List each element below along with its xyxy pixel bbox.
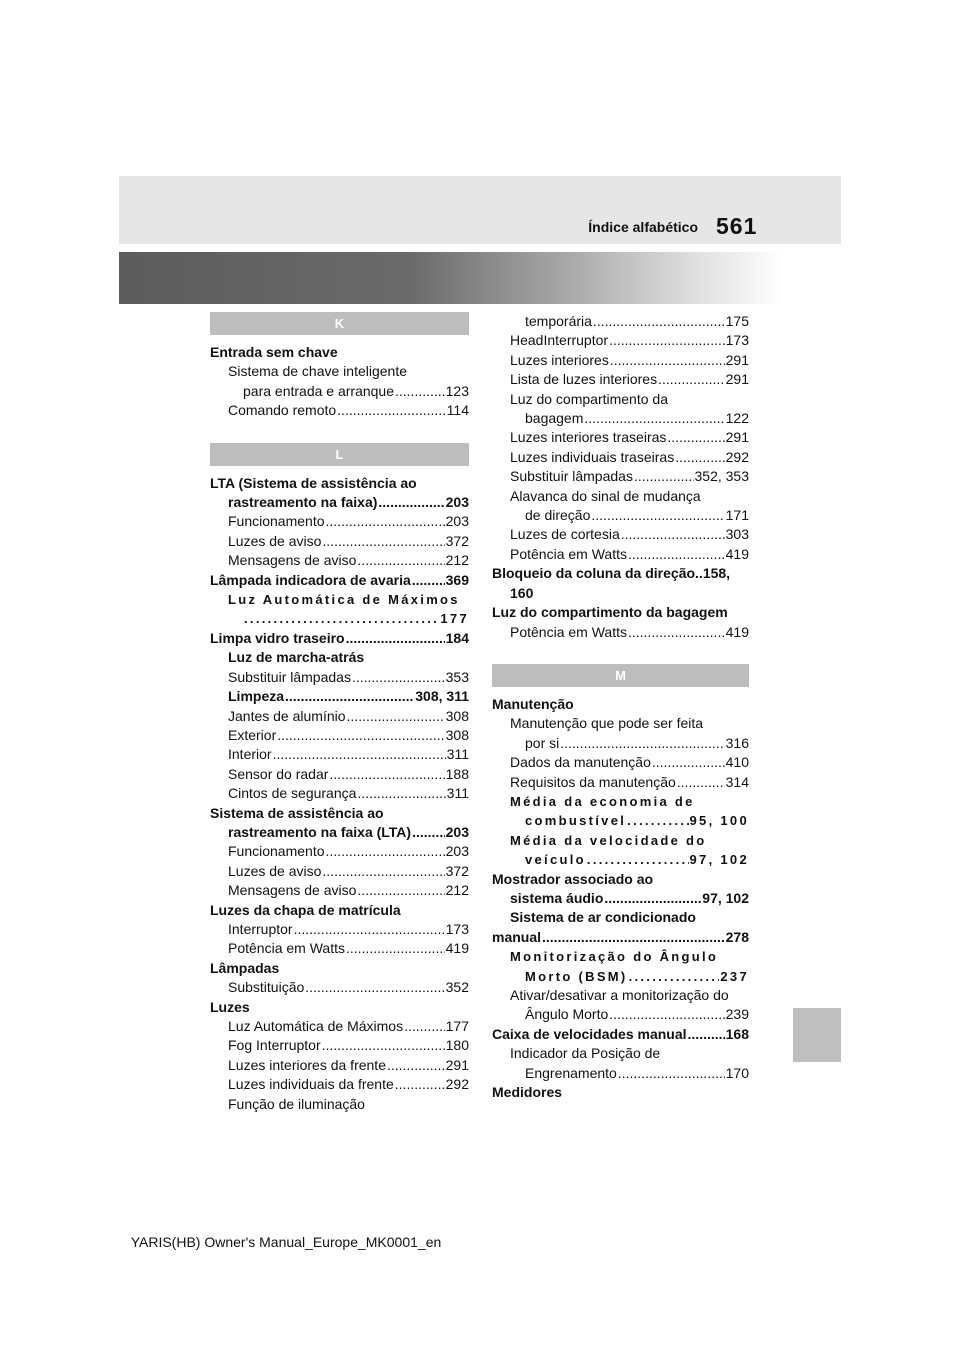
index-letter-header: L bbox=[210, 443, 469, 466]
dot-leader bbox=[542, 928, 725, 947]
index-entry-page: 180 bbox=[445, 1037, 469, 1054]
index-entry-label: por si bbox=[525, 734, 560, 751]
index-entry-label: Morto (BSM) bbox=[525, 968, 628, 984]
index-heading-line: Luzes da chapa de matrícula bbox=[210, 901, 401, 918]
dot-leader bbox=[322, 532, 444, 551]
index-entry bbox=[210, 823, 469, 842]
index-entry-label: Luzes individuais traseiras bbox=[510, 448, 675, 465]
dot-leader bbox=[387, 1056, 445, 1075]
index-entry bbox=[210, 382, 469, 401]
index-entry-page: 237 bbox=[720, 968, 749, 984]
dot-leader bbox=[337, 401, 446, 420]
dot-leader bbox=[609, 331, 725, 350]
dot-leader bbox=[609, 1005, 724, 1024]
dot-leader bbox=[593, 312, 725, 331]
index-entry-label: Engrenamento bbox=[525, 1064, 617, 1081]
dot-leader bbox=[378, 493, 444, 512]
index-entry-label: Limpeza bbox=[228, 688, 285, 705]
index-entry-label: Ângulo Morto bbox=[525, 1006, 609, 1023]
index-heading-line: Média da economia de bbox=[510, 793, 695, 809]
dot-leader bbox=[652, 753, 725, 772]
index-entry-label: Potência em Watts bbox=[510, 623, 627, 640]
index-entry bbox=[492, 773, 749, 792]
index-entry-label: Fog Interruptor bbox=[228, 1037, 321, 1054]
index-entry-page: 311 bbox=[446, 746, 469, 763]
dot-leader bbox=[677, 773, 725, 792]
index-entry-label: combustível bbox=[525, 813, 627, 829]
index-entry-page: 175 bbox=[725, 313, 749, 329]
index-heading-line: Medidores bbox=[492, 1084, 563, 1101]
index-entry bbox=[492, 1064, 749, 1083]
index-entry bbox=[492, 351, 749, 370]
index-entry bbox=[492, 525, 749, 544]
index-entry bbox=[210, 1017, 469, 1036]
index-entry-page: 203 bbox=[445, 494, 469, 511]
index-entry bbox=[492, 448, 749, 467]
index-heading-line: Lâmpadas bbox=[210, 959, 280, 976]
index-entry bbox=[210, 668, 469, 687]
index-entry-page: 291 bbox=[725, 371, 749, 388]
index-column-right bbox=[492, 312, 749, 1102]
dot-leader bbox=[357, 881, 444, 900]
index-entry-page: 291 bbox=[725, 429, 749, 446]
index-entry-label: Exterior bbox=[228, 726, 277, 743]
index-entry-page: 316 bbox=[725, 734, 749, 751]
index-entry bbox=[492, 331, 749, 350]
index-heading-line: Monitorização do Ângulo bbox=[510, 949, 719, 965]
index-entry-page: 314 bbox=[725, 773, 749, 790]
index-entry bbox=[492, 928, 749, 947]
index-entry-page: 177 bbox=[445, 1018, 469, 1034]
index-entry bbox=[210, 609, 469, 628]
index-entry-label: Luz Automática de Máximos bbox=[228, 1018, 404, 1034]
index-entry-label: Potência em Watts bbox=[510, 545, 627, 562]
index-entry bbox=[210, 401, 469, 420]
index-entry-page: 291 bbox=[725, 351, 749, 368]
dot-leader bbox=[560, 734, 724, 753]
dot-leader bbox=[322, 862, 444, 881]
index-entry-label: Luzes de aviso bbox=[228, 532, 322, 549]
dot-leader bbox=[347, 707, 445, 726]
dot-leader bbox=[627, 811, 688, 830]
index-entry bbox=[492, 734, 749, 753]
footer bbox=[0, 1234, 960, 1250]
index-entry bbox=[210, 493, 469, 512]
index-entry-page: 173 bbox=[445, 920, 469, 937]
dot-leader bbox=[604, 889, 701, 908]
dot-leader bbox=[688, 1025, 725, 1044]
index-entry-label: Jantes de alumínio bbox=[228, 707, 346, 724]
index-entry-label: Luzes individuais da frente bbox=[228, 1076, 394, 1093]
index-entry-label: Lista de luzes interiores bbox=[510, 371, 658, 388]
index-entry-label: temporária bbox=[525, 313, 592, 329]
index-heading-line: Luz do compartimento da bbox=[510, 390, 668, 407]
index-entry-label: Lâmpada indicadora de avaria bbox=[210, 571, 411, 588]
index-heading-line: Sistema de assistência ao bbox=[210, 804, 384, 821]
index-entry-label: veículo bbox=[525, 852, 586, 868]
dot-leader bbox=[395, 382, 445, 401]
dot-leader bbox=[667, 428, 724, 447]
index-entry-page: 97, 102 bbox=[702, 889, 749, 906]
index-entry bbox=[492, 312, 749, 331]
dot-leader bbox=[412, 571, 445, 590]
index-heading-line: LTA (Sistema de assistência ao bbox=[210, 474, 417, 491]
index-entry-label: Luzes de aviso bbox=[228, 862, 322, 879]
dot-leader bbox=[352, 668, 445, 687]
index-heading-line: Manutenção que pode ser feita bbox=[510, 715, 704, 732]
index-entry-label: Potência em Watts bbox=[228, 940, 345, 957]
index-entry-label: bagagem bbox=[525, 410, 584, 427]
index-heading-line: Alavanca do sinal de mudança bbox=[510, 487, 701, 504]
index-entry-label: Funcionamento bbox=[228, 843, 325, 860]
index-entry-page: 212 bbox=[445, 552, 469, 569]
index-entry-label: Mensagens de aviso bbox=[228, 882, 357, 899]
index-entry-page: 353 bbox=[445, 668, 469, 685]
dot-leader bbox=[305, 978, 444, 997]
index-entry-label: sistema áudio bbox=[510, 889, 604, 906]
index-entry bbox=[492, 623, 749, 642]
section-title: Índice alfabético bbox=[588, 219, 698, 235]
index-entry-page: 203 bbox=[445, 823, 469, 840]
index-entry-label: manual bbox=[492, 928, 542, 945]
index-entry-label: Substituir lâmpadas bbox=[510, 468, 633, 485]
index-entry-page: 352, 353 bbox=[694, 468, 749, 485]
index-entry-page: 352 bbox=[445, 979, 469, 996]
section-side-tab bbox=[793, 1008, 841, 1062]
page-number: 561 bbox=[716, 213, 758, 239]
section-gap bbox=[492, 642, 749, 664]
dot-leader bbox=[610, 351, 725, 370]
dot-leader bbox=[322, 1036, 445, 1055]
index-entry bbox=[492, 409, 749, 428]
index-entry-page: 410 bbox=[725, 754, 749, 771]
index-entry-page: 308 bbox=[445, 726, 469, 743]
dot-leader bbox=[346, 629, 445, 648]
footer-text: YARIS(HB) Owner's Manual_Europe_MK0001_en bbox=[130, 1234, 442, 1250]
index-entry bbox=[210, 745, 469, 764]
index-entry-page: 292 bbox=[725, 448, 749, 465]
dot-leader bbox=[404, 1017, 445, 1036]
index-heading-line: Luz de marcha-atrás bbox=[228, 649, 365, 666]
index-entry-label: rastreamento na faixa (LTA) bbox=[228, 823, 412, 840]
index-entry bbox=[492, 811, 749, 830]
index-heading-line: Ativar/desativar a monitorização do bbox=[510, 987, 729, 1003]
index-entry bbox=[210, 1036, 469, 1055]
index-entry-label: Luzes de cortesia bbox=[510, 526, 620, 543]
index-entry-page: 308 bbox=[445, 707, 469, 724]
index-entry bbox=[210, 978, 469, 997]
dot-leader bbox=[273, 745, 446, 764]
index-heading-line: Entrada sem chave bbox=[210, 344, 338, 360]
index-letter-header: M bbox=[492, 664, 749, 687]
index-heading-line: Luz Automática de Máximos bbox=[228, 592, 460, 608]
dot-leader bbox=[621, 525, 725, 544]
index-entry-page: 308, 311 bbox=[415, 688, 469, 705]
dot-leader bbox=[629, 967, 720, 986]
index-entry-page: 303 bbox=[725, 526, 749, 543]
index-entry bbox=[210, 551, 469, 570]
section-gap bbox=[210, 421, 469, 443]
index-entry bbox=[492, 850, 749, 869]
index-entry-label: Mensagens de aviso bbox=[228, 552, 357, 569]
dot-leader bbox=[357, 784, 445, 803]
index-entry-page: 168 bbox=[725, 1025, 749, 1042]
dot-leader bbox=[285, 687, 414, 706]
index-entry bbox=[492, 753, 749, 772]
index-entry-page: 173 bbox=[725, 332, 749, 349]
index-entry-page: 122 bbox=[725, 410, 749, 427]
index-entry bbox=[210, 862, 469, 881]
index-entry-page: 278 bbox=[725, 928, 749, 945]
dot-leader bbox=[628, 545, 725, 564]
dot-leader bbox=[329, 765, 444, 784]
index-entry-label: Interruptor bbox=[228, 920, 293, 937]
index-entry-label: Limpa vidro traseiro bbox=[210, 629, 345, 646]
index-entry-label: Caixa de velocidades manual bbox=[492, 1025, 687, 1042]
dot-leader bbox=[584, 409, 724, 428]
dot-leader bbox=[591, 506, 724, 525]
dot-leader bbox=[326, 512, 445, 531]
index-entry-page: 369 bbox=[445, 571, 469, 588]
index-entry bbox=[210, 784, 469, 803]
index-entry-page: 372 bbox=[445, 862, 469, 879]
dot-leader bbox=[294, 920, 445, 939]
index-heading-line: Luzes bbox=[210, 998, 250, 1015]
index-heading-line: Média da velocidade do bbox=[510, 832, 707, 848]
dot-leader bbox=[395, 1075, 445, 1094]
index-entry-page: 292 bbox=[445, 1076, 469, 1093]
dot-leader bbox=[244, 609, 439, 628]
index-entry bbox=[210, 1056, 469, 1075]
index-entry-label: Dados da manutenção bbox=[510, 754, 651, 771]
index-entry-label: de direção bbox=[525, 507, 591, 524]
index-entry bbox=[210, 707, 469, 726]
index-column-left bbox=[210, 312, 469, 1114]
index-entry-page: 184 bbox=[445, 629, 469, 646]
index-entry-page: 97, 102 bbox=[689, 852, 749, 868]
index-entry-page: 95, 100 bbox=[689, 813, 749, 829]
index-entry-page: 291 bbox=[445, 1056, 469, 1073]
index-entry-label: Substituir lâmpadas bbox=[228, 668, 351, 685]
index-entry-page: 188 bbox=[445, 765, 469, 782]
index-heading-line: Mostrador associado ao bbox=[492, 870, 654, 887]
index-entry-page: 114 bbox=[446, 402, 469, 419]
dot-leader bbox=[357, 551, 444, 570]
index-entry bbox=[210, 842, 469, 861]
index-entry bbox=[210, 881, 469, 900]
dot-leader bbox=[675, 448, 724, 467]
index-entry-label: Luzes interiores bbox=[510, 351, 609, 368]
index-heading-line: Sistema de chave inteligente bbox=[228, 363, 407, 380]
index-heading-line: 160 bbox=[510, 584, 534, 601]
dot-leader bbox=[618, 1064, 725, 1083]
index-entry bbox=[210, 765, 469, 784]
index-entry bbox=[210, 687, 469, 706]
index-entry bbox=[210, 629, 469, 648]
dot-leader bbox=[587, 850, 689, 869]
dot-leader bbox=[634, 467, 694, 486]
index-heading-line: Luz do compartimento da bagagem bbox=[492, 604, 728, 621]
index-entry-label: Comando remoto bbox=[228, 402, 337, 419]
index-entry-page: 311 bbox=[446, 785, 469, 802]
index-entry-page: 171 bbox=[725, 507, 749, 524]
index-entry-label: Requisitos da manutenção bbox=[510, 773, 676, 790]
index-entry bbox=[492, 506, 749, 525]
index-entry bbox=[210, 920, 469, 939]
index-entry bbox=[492, 428, 749, 447]
dot-leader bbox=[326, 842, 445, 861]
index-entry bbox=[492, 889, 749, 908]
index-entry-label: Sensor do radar bbox=[228, 765, 329, 782]
index-entry bbox=[492, 1005, 749, 1024]
index-entry-page: 212 bbox=[445, 882, 469, 899]
index-entry bbox=[210, 1075, 469, 1094]
dot-leader bbox=[346, 939, 445, 958]
index-entry bbox=[210, 939, 469, 958]
index-entry-label: para entrada e arranque bbox=[243, 382, 394, 399]
index-entry bbox=[210, 571, 469, 590]
index-entry bbox=[210, 532, 469, 551]
index-entry-page: 170 bbox=[725, 1064, 749, 1081]
index-entry-label: Luzes interiores da frente bbox=[228, 1056, 386, 1073]
index-entry bbox=[210, 726, 469, 745]
index-entry bbox=[492, 370, 749, 389]
index-entry-page: 419 bbox=[725, 545, 749, 562]
index-entry-label: Luzes interiores traseiras bbox=[510, 429, 667, 446]
index-letter-header: K bbox=[210, 312, 469, 335]
dot-leader bbox=[277, 726, 444, 745]
index-entry-label: Substituição bbox=[228, 979, 305, 996]
index-heading-line: Sistema de ar condicionado bbox=[510, 909, 696, 926]
index-entry bbox=[492, 467, 749, 486]
index-heading-line: Bloqueio da coluna da direção..158, bbox=[492, 565, 731, 582]
index-entry bbox=[492, 545, 749, 564]
index-entry-page: 372 bbox=[445, 532, 469, 549]
index-entry-page: 419 bbox=[445, 940, 469, 957]
index-entry-page: 203 bbox=[445, 843, 469, 860]
dot-leader bbox=[658, 370, 725, 389]
index-entry-label: Cintos de segurança bbox=[228, 785, 357, 802]
index-heading-line: Manutenção bbox=[492, 695, 574, 712]
index-entry-label: HeadInterruptor bbox=[510, 332, 609, 349]
index-entry-label: Interior bbox=[228, 746, 272, 763]
index-entry bbox=[492, 1025, 749, 1044]
index-entry-page: 419 bbox=[725, 623, 749, 640]
index-heading-line: Função de iluminação bbox=[228, 1095, 365, 1112]
header-gradient-band bbox=[119, 252, 841, 304]
index-entry bbox=[492, 967, 749, 986]
index-entry-label: Funcionamento bbox=[228, 513, 325, 530]
index-entry-page: 239 bbox=[725, 1006, 749, 1023]
dot-leader bbox=[412, 823, 445, 842]
index-entry bbox=[210, 512, 469, 531]
index-entry-page: 123 bbox=[445, 382, 469, 399]
index-entry-page: 177 bbox=[440, 611, 469, 627]
dot-leader bbox=[628, 623, 725, 642]
index-entry-label: rastreamento na faixa) bbox=[228, 494, 378, 511]
index-entry-page: 203 bbox=[445, 513, 469, 530]
index-heading-line: Indicador da Posição de bbox=[510, 1045, 661, 1062]
